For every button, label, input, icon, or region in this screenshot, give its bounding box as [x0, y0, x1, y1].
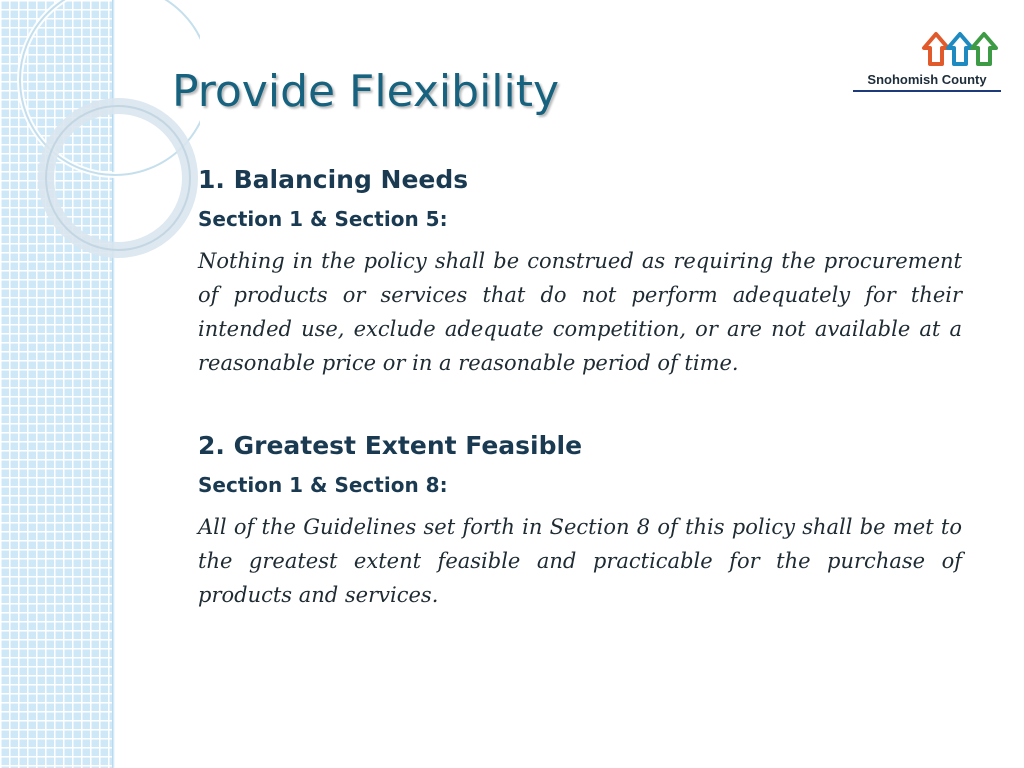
section-body: All of the Guidelines set forth in Section 8 of this policy shall be met to the greatest extent feasible and practicable for the purchase of products and services.: [198, 515, 962, 607]
snohomish-county-logo: [852, 30, 1002, 94]
slide-content: [198, 158, 962, 612]
logo-text: Snohomish County: [867, 72, 987, 87]
section-body: Nothing in the policy shall be construed as requiring the procurement of products or services that do not perform adequately for their intended use, exclude adequate competition, or are not available at a reasonable price or in a reasonable period of time.: [198, 249, 962, 375]
section-greatest-extent: [198, 424, 962, 612]
section-spacer: [198, 380, 962, 424]
section-balancing-needs: [198, 158, 962, 380]
logo-underline: [853, 90, 1001, 92]
tree-logo-icon: [920, 30, 1000, 70]
decorative-rings: [0, 0, 200, 300]
section-subheading: Section 1 & Section 5:: [198, 207, 448, 231]
section-heading: 1. Balancing Needs: [198, 165, 469, 194]
section-subheading: Section 1 & Section 8:: [198, 473, 448, 497]
slide-title: Provide Flexibility: [172, 66, 560, 117]
section-heading: 2. Greatest Extent Feasible: [198, 431, 583, 460]
